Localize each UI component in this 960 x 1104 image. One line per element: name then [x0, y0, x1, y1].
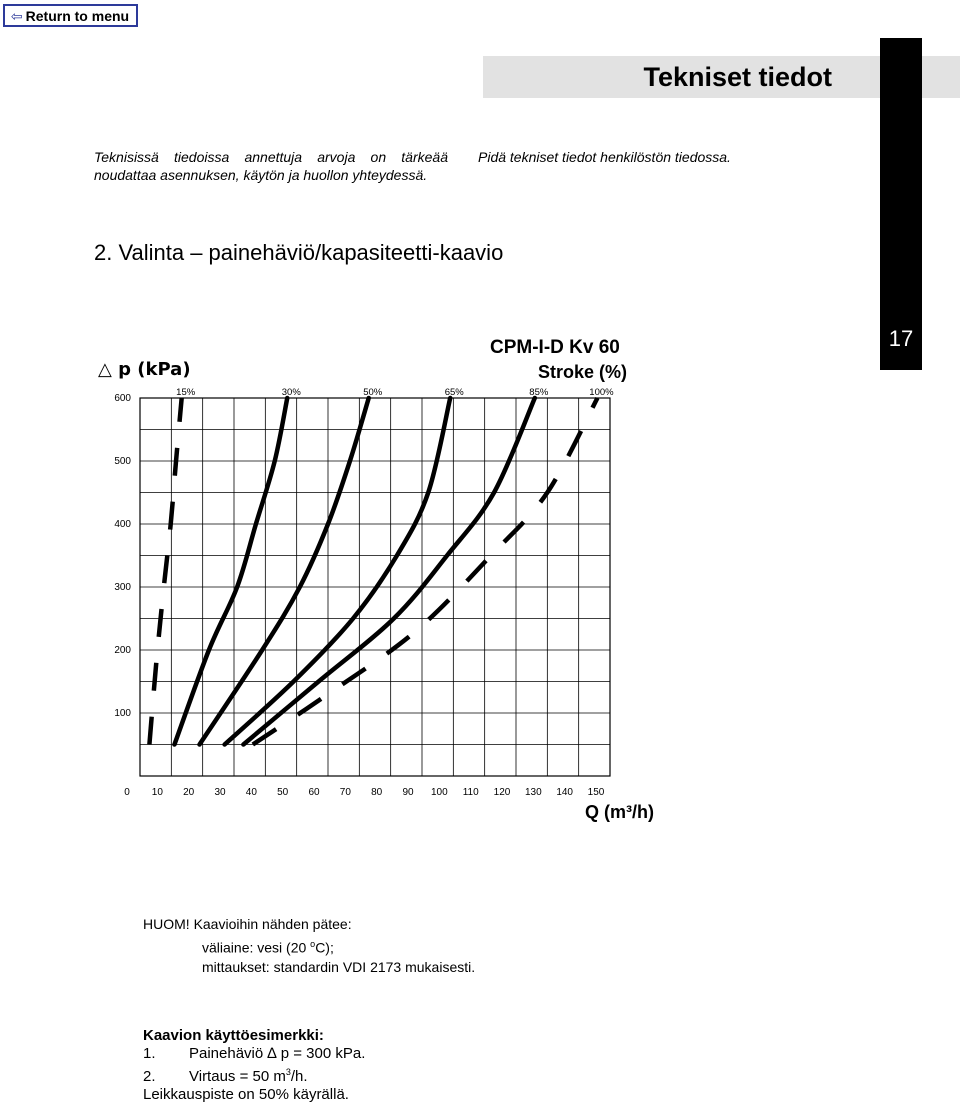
- chart-title: CPM-I-D Kv 60: [490, 337, 620, 358]
- stroke-label: 15%: [176, 387, 196, 398]
- x-tick-label: 130: [524, 787, 542, 798]
- chart-curves: [149, 398, 597, 745]
- x-tick-label: 10: [151, 787, 163, 798]
- section-title: 2. Valinta – painehäviö/kapasiteetti-kaavio: [94, 240, 504, 265]
- example-conclusion: Leikkauspiste on 50% käyrällä.: [143, 1086, 349, 1103]
- example-item-1: 1. Painehäviö ∆ p = 300 kPa.: [143, 1045, 366, 1062]
- notes-label: HUOM!: [143, 916, 190, 932]
- page-number: 17: [888, 326, 914, 351]
- x-tick-label: 50: [277, 787, 289, 798]
- stroke-label: 100%: [589, 387, 614, 398]
- x-tick-label: 120: [493, 787, 511, 798]
- page-title: Tekniset tiedot: [643, 62, 832, 92]
- x-tick-label: 150: [587, 787, 605, 798]
- curve-30pct: [174, 398, 287, 745]
- stroke-label: 65%: [444, 387, 464, 398]
- x-tick-label: 90: [402, 787, 414, 798]
- x-axis-label: Q (m³/h): [585, 802, 654, 822]
- x-tick-label: 80: [371, 787, 383, 798]
- intro-right-text: Pidä tekniset tiedot henkilöstön tiedossa.: [478, 149, 731, 165]
- notes-block: [143, 915, 475, 977]
- x-tick-label: 40: [245, 787, 257, 798]
- x-tick-label: 110: [462, 787, 479, 798]
- x-tick-label: 70: [339, 787, 351, 798]
- y-tick-label: 400: [114, 519, 131, 530]
- intro-left-text: Teknisissä tiedoissa annettuja arvoja on tärkeää noudattaa asennuksen, käytön ja huollon yhteydessä.: [94, 149, 448, 183]
- stroke-label: 50%: [363, 387, 383, 398]
- x-tick-label: 0: [124, 787, 130, 798]
- left-arrow-icon: ⇦: [10, 8, 23, 24]
- y-tick-label: 500: [114, 456, 131, 467]
- return-to-menu-label: Return to menu: [25, 8, 130, 24]
- curve-65pct: [225, 398, 451, 745]
- x-tick-label: 60: [308, 787, 320, 798]
- x-tick-label: 140: [556, 787, 574, 798]
- x-tick-label: 30: [214, 787, 226, 798]
- y-tick-label: 300: [114, 582, 131, 593]
- example-block: [143, 1027, 365, 1104]
- example-item-2: 2. Virtaus = 50 $m^3/h$.: [143, 1067, 308, 1085]
- x-tick-label: 100: [430, 787, 448, 798]
- stroke-label: 30%: [281, 387, 301, 398]
- example-title: Kaavion käyttöesimerkki:: [143, 1027, 324, 1044]
- chart-subtitle: Stroke (%): [538, 362, 628, 382]
- x-tick-label: 20: [183, 787, 195, 798]
- curve-15pct: [149, 398, 181, 745]
- y-tick-label: 100: [114, 708, 131, 719]
- notes-line2: väliaine: vesi (20 $^o$C);: [202, 938, 334, 956]
- notes-line3: mittaukset: standardin VDI 2173 mukaisesti.: [202, 958, 476, 975]
- stroke-label: 85%: [529, 387, 549, 398]
- y-tick-label: 600: [114, 393, 131, 404]
- notes-line1: Kaavioihin nähden pätee:: [193, 916, 352, 932]
- y-tick-label: 200: [114, 645, 131, 656]
- y-axis-label: △ p (kPa): [98, 359, 191, 380]
